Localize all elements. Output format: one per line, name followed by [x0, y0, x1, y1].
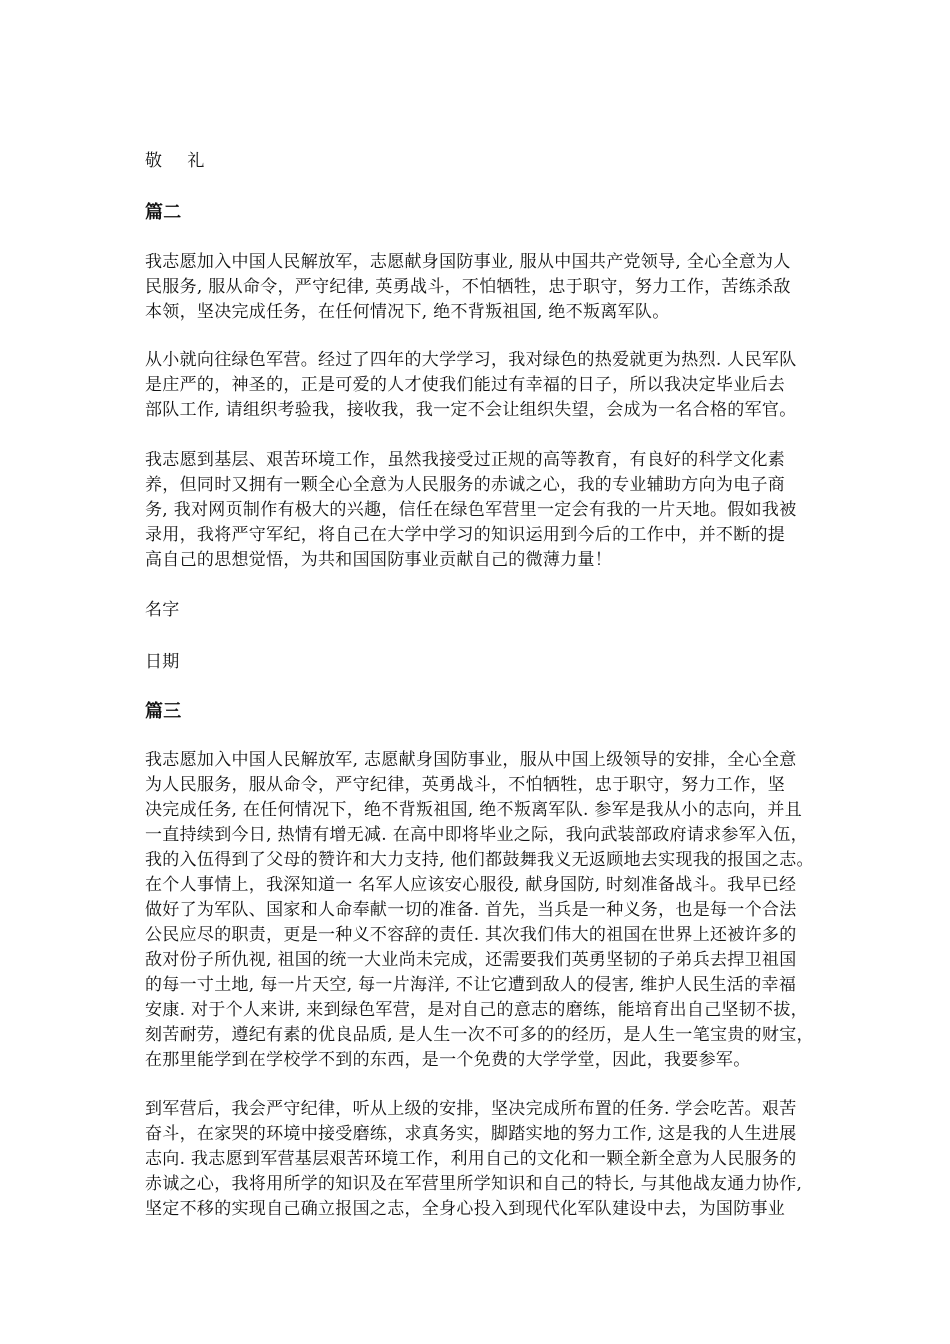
- paragraph-line: 坚定不移的实现自己确立报国之志，全身心投入到现代化军队建设中去，为国防事业: [145, 1199, 786, 1219]
- paragraph-line: 民服务, 服从命令，严守纪律, 英勇战斗，不怕牺牲，忠于职守，努力工作，苦练杀敌: [145, 277, 791, 297]
- paragraph-line: 一直持续到今日, 热情有增无减. 在高中即将毕业之际，我向武装部政府请求参军入伍，: [145, 825, 808, 845]
- paragraph-line: 在个人事情上，我深知道一 名军人应该安心服役, 献身国防, 时刻准备战斗。我早已经: [145, 875, 797, 895]
- paragraph-line: 从小就向往绿色军营。经过了四年的大学学习，我对绿色的热爱就更为热烈. 人民军队: [145, 350, 797, 370]
- paragraph-line: 为人民服务，服从命令，严守纪律，英勇战斗，不怕牺牲，忠于职守，努力工作，坚: [145, 775, 786, 795]
- paragraph-line: 敌对份子所仇视, 祖国的统一大业尚未完成，还需要我们英勇坚韧的子弟兵去捍卫祖国: [145, 950, 797, 970]
- paragraph-line: 高自己的思想觉悟，为共和国国防事业贡献自己的微薄力量！: [145, 550, 613, 570]
- paragraph-line: 我志愿加入中国人民解放军，志愿献身国防事业, 服从中国共产党领导, 全心全意为人: [145, 252, 791, 272]
- paragraph-line: 刻苦耐劳，遵纪有素的优良品质, 是人生一次不可多的的经历，是人生一笔宝贵的财宝，: [145, 1025, 814, 1045]
- section-heading: 篇三: [145, 701, 182, 722]
- paragraph-line: 志向. 我志愿到军营基层艰苦环境工作，利用自己的文化和一颗全新全意为人民服务的: [145, 1149, 797, 1169]
- paragraph-line: 决完成任务, 在任何情况下，绝不背叛祖国, 绝不叛离军队. 参军是我从小的志向，并且: [145, 800, 803, 820]
- paragraph-line: 到军营后，我会严守纪律，听从上级的安排，坚决完成所布置的任务. 学会吃苦。艰苦: [145, 1099, 797, 1119]
- paragraph-line: 我志愿到基层、艰苦环境工作，虽然我接受过正规的高等教育，有良好的科学文化素: [145, 450, 786, 470]
- paragraph-line: 我的入伍得到了父母的赞许和大力支持, 他们都鼓舞我义无返顾地去实现我的报国之志。: [145, 850, 814, 870]
- paragraph-line: 公民应尽的职责，更是一种义不容辞的责任. 其次我们伟大的祖国在世界上还被许多的: [145, 925, 797, 945]
- signature-name: 名字: [145, 600, 180, 620]
- paragraph-line: 安康. 对于个人来讲, 来到绿色军营，是对自己的意志的磨练，能培育出自己坚韧不拔，: [145, 1000, 808, 1020]
- paragraph-line: 做好了为军队、国家和人命奉献一切的准备. 首先，当兵是一种义务，也是每一个合法: [145, 900, 797, 920]
- paragraph-line: 部队工作, 请组织考验我，接收我，我一定不会让组织失望，会成为一名合格的军官。: [145, 400, 797, 420]
- paragraph-line: 本领，坚决完成任务，在任何情况下, 绝不背叛祖国, 绝不叛离军队。: [145, 302, 670, 322]
- paragraph-line: 是庄严的，神圣的，正是可爱的人才使我们能过有幸福的日子，所以我决定毕业后去: [145, 375, 786, 395]
- paragraph-line: 的每一寸土地, 每一片天空, 每一片海洋, 不让它遭到敌人的侵害, 维护人民生活的幸福: [145, 975, 797, 995]
- paragraph-line: 在那里能学到在学校学不到的东西，是一个免费的大学学堂，因此，我要参军。: [145, 1050, 751, 1070]
- signature-date: 日期: [145, 652, 180, 672]
- paragraph-line: 务, 我对网页制作有极大的兴趣，信任在绿色军营里一定会有我的一片天地。假如我被: [145, 500, 797, 520]
- paragraph-line: 我志愿加入中国人民解放军, 志愿献身国防事业，服从中国上级领导的安排，全心全意: [145, 750, 797, 770]
- closing-salutation: 敬 礼: [145, 151, 215, 171]
- paragraph-line: 录用，我将严守军纪，将自己在大学中学习的知识运用到今后的工作中，并不断的提: [145, 525, 786, 545]
- paragraph-line: 养，但同时又拥有一颗全心全意为人民服务的赤诚之心，我的专业辅助方向为电子商: [145, 475, 786, 495]
- paragraph-line: 奋斗，在家哭的环境中接受磨练，求真务实，脚踏实地的努力工作, 这是我的人生进展: [145, 1124, 797, 1144]
- paragraph-line: 赤诚之心，我将用所学的知识及在军营里所学知识和自己的特长, 与其他战友通力协作,: [145, 1174, 803, 1194]
- section-heading: 篇二: [145, 202, 182, 223]
